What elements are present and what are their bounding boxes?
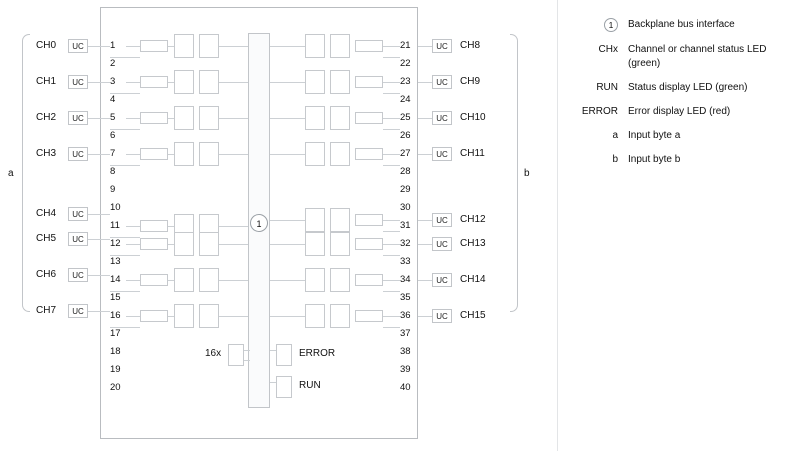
channel-label-ch7: CH7 <box>36 305 57 316</box>
terminal-number: 23 <box>400 76 411 87</box>
legend-marker-1: 1 <box>604 18 618 32</box>
lead-line <box>110 57 140 58</box>
optocoupler-block <box>174 142 194 166</box>
terminal-number: 6 <box>110 130 116 141</box>
lead-line <box>383 255 400 256</box>
uc-box: UC <box>432 309 452 323</box>
lead-line <box>110 93 140 94</box>
lead-line <box>244 350 250 351</box>
legend-text: Status display LED (green) <box>628 82 748 93</box>
channel-led-block <box>330 106 350 130</box>
lead-line <box>219 316 248 317</box>
error-led-label: ERROR <box>299 348 336 359</box>
input-filter-block <box>140 238 168 250</box>
channel-label-ch10: CH10 <box>460 112 486 123</box>
terminal-number: 18 <box>110 346 121 357</box>
lead-line <box>383 280 400 281</box>
optocoupler-block <box>305 142 325 166</box>
input-filter-block <box>355 40 383 52</box>
lead-line <box>88 275 110 276</box>
lead-line <box>383 291 400 292</box>
lead-line <box>219 244 248 245</box>
lead-line <box>270 154 305 155</box>
channel-led-block <box>330 304 350 328</box>
uc-box: UC <box>68 75 88 89</box>
channel-led-block <box>199 304 219 328</box>
lead-line <box>88 46 110 47</box>
input-filter-block <box>355 76 383 88</box>
terminal-number: 32 <box>400 238 411 249</box>
lead-line <box>383 46 400 47</box>
terminal-number: 4 <box>110 94 116 105</box>
input-byte-b-bracket <box>510 34 518 312</box>
terminal-number: 1 <box>110 40 116 51</box>
terminal-number: 7 <box>110 148 116 159</box>
uc-box: UC <box>432 237 452 251</box>
uc-box: UC <box>68 147 88 161</box>
terminal-number: 2 <box>110 58 116 69</box>
terminal-number: 37 <box>400 328 411 339</box>
input-filter-block <box>355 148 383 160</box>
input-filter-block <box>140 112 168 124</box>
terminal-number: 28 <box>400 166 411 177</box>
lead-line <box>383 57 400 58</box>
input-filter-block <box>355 112 383 124</box>
optocoupler-block <box>305 268 325 292</box>
lead-line <box>126 280 140 281</box>
legend-text: Backplane bus interface <box>628 19 735 30</box>
lead-line <box>383 129 400 130</box>
channel-label-ch13: CH13 <box>460 238 486 249</box>
input-filter-block <box>355 214 383 226</box>
terminal-number: 38 <box>400 346 411 357</box>
lead-line <box>270 46 305 47</box>
channel-label-ch8: CH8 <box>460 40 481 51</box>
optocoupler-block <box>305 232 325 256</box>
legend-text: Input byte a <box>628 130 681 141</box>
channel-label-ch3: CH3 <box>36 148 57 159</box>
terminal-number: 36 <box>400 310 411 321</box>
terminal-number: 19 <box>110 364 121 375</box>
terminal-number: 15 <box>110 292 121 303</box>
legend-text: Error display LED (red) <box>628 106 731 117</box>
lead-line <box>110 291 140 292</box>
channel-led-block <box>199 106 219 130</box>
channel-led-block <box>330 70 350 94</box>
uc-box: UC <box>68 111 88 125</box>
lead-line <box>219 280 248 281</box>
legend-item <box>560 105 796 119</box>
terminal-number: 14 <box>110 274 121 285</box>
channel-label-ch5: CH5 <box>36 233 57 244</box>
legend-key: RUN <box>596 82 618 93</box>
error-led-block <box>276 344 292 366</box>
input-filter-block <box>140 76 168 88</box>
channel-led-block <box>199 34 219 58</box>
terminal-number: 20 <box>110 382 121 393</box>
uc-box: UC <box>68 39 88 53</box>
lead-line <box>88 214 110 215</box>
channel-led-block <box>199 142 219 166</box>
run-led-block <box>276 376 292 398</box>
legend <box>560 18 796 177</box>
legend-key: a <box>612 130 618 141</box>
lead-line <box>88 118 110 119</box>
lead-line <box>219 46 248 47</box>
lead-line <box>88 311 110 312</box>
channel-label-ch2: CH2 <box>36 112 57 123</box>
terminal-number: 22 <box>400 58 411 69</box>
channel-label-ch6: CH6 <box>36 269 57 280</box>
legend-item <box>560 43 796 71</box>
lead-line <box>244 360 250 361</box>
legend-text: Input byte b <box>628 154 681 165</box>
input-filter-block <box>355 274 383 286</box>
lead-line <box>219 154 248 155</box>
uc-box: UC <box>68 232 88 246</box>
input-filter-block <box>140 310 168 322</box>
uc-box: UC <box>432 273 452 287</box>
lead-line <box>88 154 110 155</box>
channel-led-block <box>330 142 350 166</box>
terminal-number: 25 <box>400 112 411 123</box>
terminal-number: 33 <box>400 256 411 267</box>
lead-line <box>270 220 305 221</box>
optocoupler-block <box>174 70 194 94</box>
terminal-number: 26 <box>400 130 411 141</box>
optocoupler-block <box>305 106 325 130</box>
lead-line <box>418 244 432 245</box>
channel-label-ch9: CH9 <box>460 76 481 87</box>
channel-led-block <box>330 232 350 256</box>
input-byte-a-bracket <box>22 34 30 312</box>
lead-line <box>270 316 305 317</box>
lead-line <box>88 82 110 83</box>
lead-line <box>383 118 400 119</box>
terminal-number: 40 <box>400 382 411 393</box>
lead-line <box>270 118 305 119</box>
channel-led-block <box>330 34 350 58</box>
lead-line <box>383 316 400 317</box>
terminal-number: 31 <box>400 220 411 231</box>
lead-line <box>110 237 140 238</box>
uc-box: UC <box>432 75 452 89</box>
legend-item <box>560 153 796 167</box>
uc-box: UC <box>68 207 88 221</box>
channel-label-ch4: CH4 <box>36 208 57 219</box>
channel-label-ch11: CH11 <box>460 148 485 159</box>
lead-line <box>126 118 140 119</box>
optocoupler-block <box>305 304 325 328</box>
lead-line <box>418 316 432 317</box>
channel-label-ch1: CH1 <box>36 76 57 87</box>
input-filter-block <box>355 238 383 250</box>
channel-multiplier-label: 16x <box>205 348 222 359</box>
optocoupler-block <box>174 304 194 328</box>
optocoupler-block <box>174 106 194 130</box>
channel-led-block <box>330 208 350 232</box>
lead-line <box>383 220 400 221</box>
lead-line <box>418 46 432 47</box>
lead-line <box>418 220 432 221</box>
lead-line <box>383 327 400 328</box>
terminal-number: 17 <box>110 328 121 339</box>
lead-line <box>383 165 400 166</box>
lead-line <box>219 118 248 119</box>
lead-line <box>270 350 276 351</box>
lead-line <box>88 239 110 240</box>
channel-led-block <box>199 70 219 94</box>
lead-line <box>270 244 305 245</box>
input-byte-a-label: a <box>8 168 14 179</box>
terminal-number: 16 <box>110 310 121 321</box>
terminal-number: 29 <box>400 184 411 195</box>
channel-label-ch14: CH14 <box>460 274 486 285</box>
optocoupler-block <box>305 70 325 94</box>
legend-key: ERROR <box>581 106 618 117</box>
lead-line <box>270 382 276 383</box>
terminal-number: 11 <box>110 220 120 231</box>
legend-key: b <box>612 154 618 165</box>
input-filter-block <box>140 274 168 286</box>
legend-key <box>560 18 628 33</box>
optocoupler-block <box>305 34 325 58</box>
terminal-number: 9 <box>110 184 116 195</box>
legend-text: Channel or channel status LED (green) <box>628 44 767 69</box>
channel-led-block <box>330 268 350 292</box>
lead-line <box>110 327 140 328</box>
terminal-number: 13 <box>110 256 121 267</box>
input-filter-block <box>355 310 383 322</box>
channel-label-ch0: CH0 <box>36 40 57 51</box>
lead-line <box>219 226 248 227</box>
terminal-number: 10 <box>110 202 121 213</box>
backplane-bus-marker: 1 <box>250 214 268 232</box>
legend-item <box>560 18 796 33</box>
uc-box: UC <box>68 304 88 318</box>
lead-line <box>418 82 432 83</box>
lead-line <box>383 154 400 155</box>
lead-line <box>126 82 140 83</box>
channel-led-group-block <box>228 344 244 366</box>
legend-item <box>560 81 796 95</box>
lead-line <box>126 226 140 227</box>
optocoupler-block <box>305 208 325 232</box>
optocoupler-block <box>174 34 194 58</box>
uc-box: UC <box>432 213 452 227</box>
terminal-number: 24 <box>400 94 411 105</box>
input-filter-block <box>140 148 168 160</box>
channel-led-block <box>199 268 219 292</box>
input-filter-block <box>140 220 168 232</box>
lead-line <box>383 231 400 232</box>
uc-box: UC <box>432 147 452 161</box>
terminal-number: 5 <box>110 112 116 123</box>
uc-box: UC <box>68 268 88 282</box>
terminal-number: 3 <box>110 76 116 87</box>
lead-line <box>418 118 432 119</box>
uc-box: UC <box>432 39 452 53</box>
terminal-number: 27 <box>400 148 411 159</box>
terminal-number: 30 <box>400 202 411 213</box>
optocoupler-block <box>174 268 194 292</box>
legend-item <box>560 129 796 143</box>
lead-line <box>126 154 140 155</box>
terminal-number: 35 <box>400 292 411 303</box>
terminal-number: 12 <box>110 238 121 249</box>
terminal-number: 8 <box>110 166 116 177</box>
lead-line <box>383 244 400 245</box>
lead-line <box>219 82 248 83</box>
channel-label-ch15: CH15 <box>460 310 486 321</box>
terminal-number: 21 <box>400 40 411 51</box>
channel-led-block <box>199 232 219 256</box>
lead-line <box>110 255 140 256</box>
lead-line <box>383 82 400 83</box>
uc-box: UC <box>432 111 452 125</box>
input-filter-block <box>140 40 168 52</box>
lead-line <box>270 280 305 281</box>
channel-label-ch12: CH12 <box>460 214 486 225</box>
input-byte-b-label: b <box>524 168 530 179</box>
lead-line <box>418 154 432 155</box>
lead-line <box>110 129 140 130</box>
terminal-number: 39 <box>400 364 411 375</box>
lead-line <box>126 46 140 47</box>
optocoupler-block <box>174 232 194 256</box>
lead-line <box>126 244 140 245</box>
terminal-number: 34 <box>400 274 411 285</box>
run-led-label: RUN <box>299 380 321 391</box>
legend-key: CHx <box>598 44 618 55</box>
lead-line <box>110 165 140 166</box>
lead-line <box>418 280 432 281</box>
lead-line <box>383 93 400 94</box>
lead-line <box>126 316 140 317</box>
lead-line <box>270 82 305 83</box>
